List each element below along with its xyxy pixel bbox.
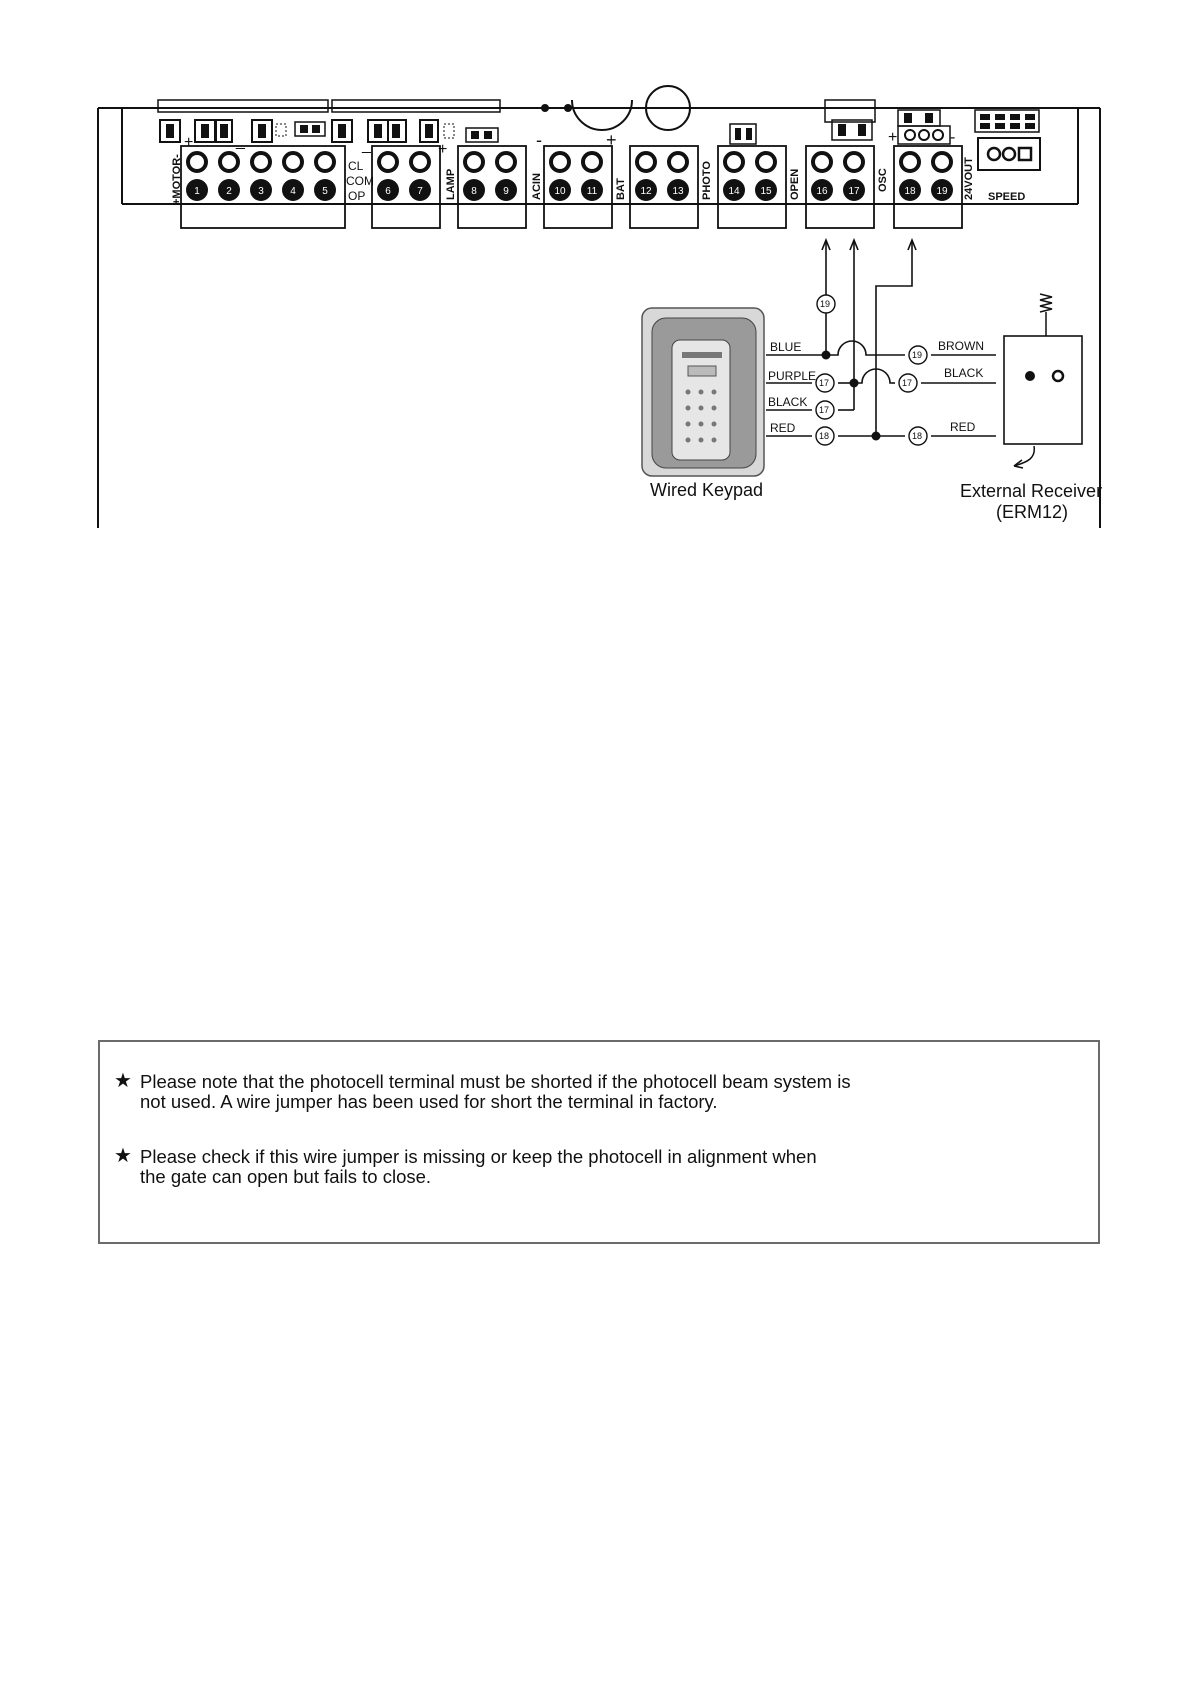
terminal-number: 12 (640, 186, 652, 197)
terminal-screw (583, 153, 601, 171)
svg-text:+: + (438, 141, 448, 158)
terminal-number: 6 (385, 186, 391, 197)
note-text-line: the gate can open but fails to close. (140, 1166, 432, 1187)
terminal-number: 13 (672, 186, 684, 197)
wire-label-brown: BROWN (938, 339, 984, 353)
star-icon: ★ (114, 1070, 132, 1092)
cl-label: CL (348, 159, 364, 173)
osc-label: OSC (877, 168, 889, 192)
terminal-screw (379, 153, 397, 171)
receiver-wire-marker: 18 (912, 431, 923, 441)
wire-label-red: RED (950, 420, 976, 434)
terminal-screw (725, 153, 743, 171)
terminal-number: 7 (417, 186, 423, 197)
wire-label-blue: BLUE (770, 340, 802, 354)
junction-dots (822, 351, 881, 441)
receiver-label: External Receiver (960, 481, 1103, 501)
keypad-wire-marker: 18 (819, 431, 830, 441)
terminal-screw (637, 153, 655, 171)
junction-marker-label: 19 (820, 299, 831, 309)
keypad-wire-marker: 17 (819, 378, 830, 388)
terminal-number: 8 (471, 186, 477, 197)
terminal-number: 4 (290, 186, 296, 197)
terminal-number: 15 (760, 186, 772, 197)
terminal-number: 3 (258, 186, 264, 197)
photo-label: PHOTO (701, 161, 713, 200)
terminal-screw (316, 153, 334, 171)
terminal-screw (813, 153, 831, 171)
terminal-screw (220, 153, 238, 171)
terminal-screw (188, 153, 206, 171)
speed-label: SPEED (988, 191, 1026, 203)
terminal-number: 9 (503, 186, 509, 197)
terminal-screw (411, 153, 429, 171)
receiver-wire-marker: 17 (902, 378, 913, 388)
acin-label: ACIN (531, 173, 543, 200)
terminal-number: 10 (554, 186, 566, 197)
note-text-line: Please check if this wire jumper is missing or keep the photocell in alignment when (140, 1146, 817, 1167)
note-text-line: not used. A wire jumper has been used for short the terminal in factory. (140, 1091, 718, 1112)
note-item (114, 1147, 944, 1187)
terminal-screw (497, 153, 515, 171)
keypad-image (642, 308, 764, 476)
speed-jumper (978, 138, 1040, 170)
keypad-wire-marker: 17 (819, 405, 830, 415)
terminal-screw (284, 153, 302, 171)
note-item (114, 1072, 944, 1112)
svg-text:+: + (888, 129, 898, 146)
terminal-screw (551, 153, 569, 171)
terminal-number: 5 (322, 186, 328, 197)
note-text-line: Please note that the photocell terminal must be shorted if the photocell beam system is (140, 1071, 851, 1092)
svg-text:-: - (950, 129, 956, 146)
out-label: 24VOUT (963, 157, 975, 200)
receiver-wire-marker: 19 (912, 350, 923, 360)
terminal-number: 1 (194, 186, 200, 197)
receiver-image (1004, 294, 1082, 468)
wire-label-black: BLACK (944, 366, 984, 380)
svg-text:_: _ (236, 133, 245, 150)
svg-text:-: - (536, 130, 542, 150)
terminal-screw (757, 153, 775, 171)
notes-box (98, 1040, 1100, 1244)
bat-label: BAT (615, 178, 627, 200)
op-label: OP (348, 189, 366, 203)
svg-text:_: _ (362, 137, 371, 154)
terminal-screw (845, 153, 863, 171)
terminal-number: 17 (848, 186, 860, 197)
motor-label: +MOTOR- (171, 154, 183, 205)
open-label: OPEN (789, 168, 801, 200)
svg-text:+: + (606, 130, 617, 150)
wire-label-purple: PURPLE (768, 369, 817, 383)
com-label: COM (346, 174, 374, 188)
wire-label-black: BLACK (768, 395, 808, 409)
terminal-number: 11 (586, 186, 598, 197)
wire-label-red: RED (770, 421, 796, 435)
keypad-label: Wired Keypad (650, 480, 764, 500)
terminal-number: 18 (904, 186, 916, 197)
terminal-screw (901, 153, 919, 171)
terminal-screw (465, 153, 483, 171)
receiver-model-label: (ERM12) (996, 502, 1069, 522)
terminal-number: 2 (226, 186, 232, 197)
lamp-label: LAMP (445, 168, 457, 200)
terminal-number: 14 (728, 186, 740, 197)
svg-text:+: + (184, 134, 194, 151)
terminal-number: 19 (936, 186, 948, 197)
terminal-screw (933, 153, 951, 171)
star-icon: ★ (114, 1145, 132, 1167)
terminal-number: 16 (816, 186, 828, 197)
terminal-blocks (181, 146, 962, 228)
terminal-screw (252, 153, 270, 171)
terminal-screw (669, 153, 687, 171)
